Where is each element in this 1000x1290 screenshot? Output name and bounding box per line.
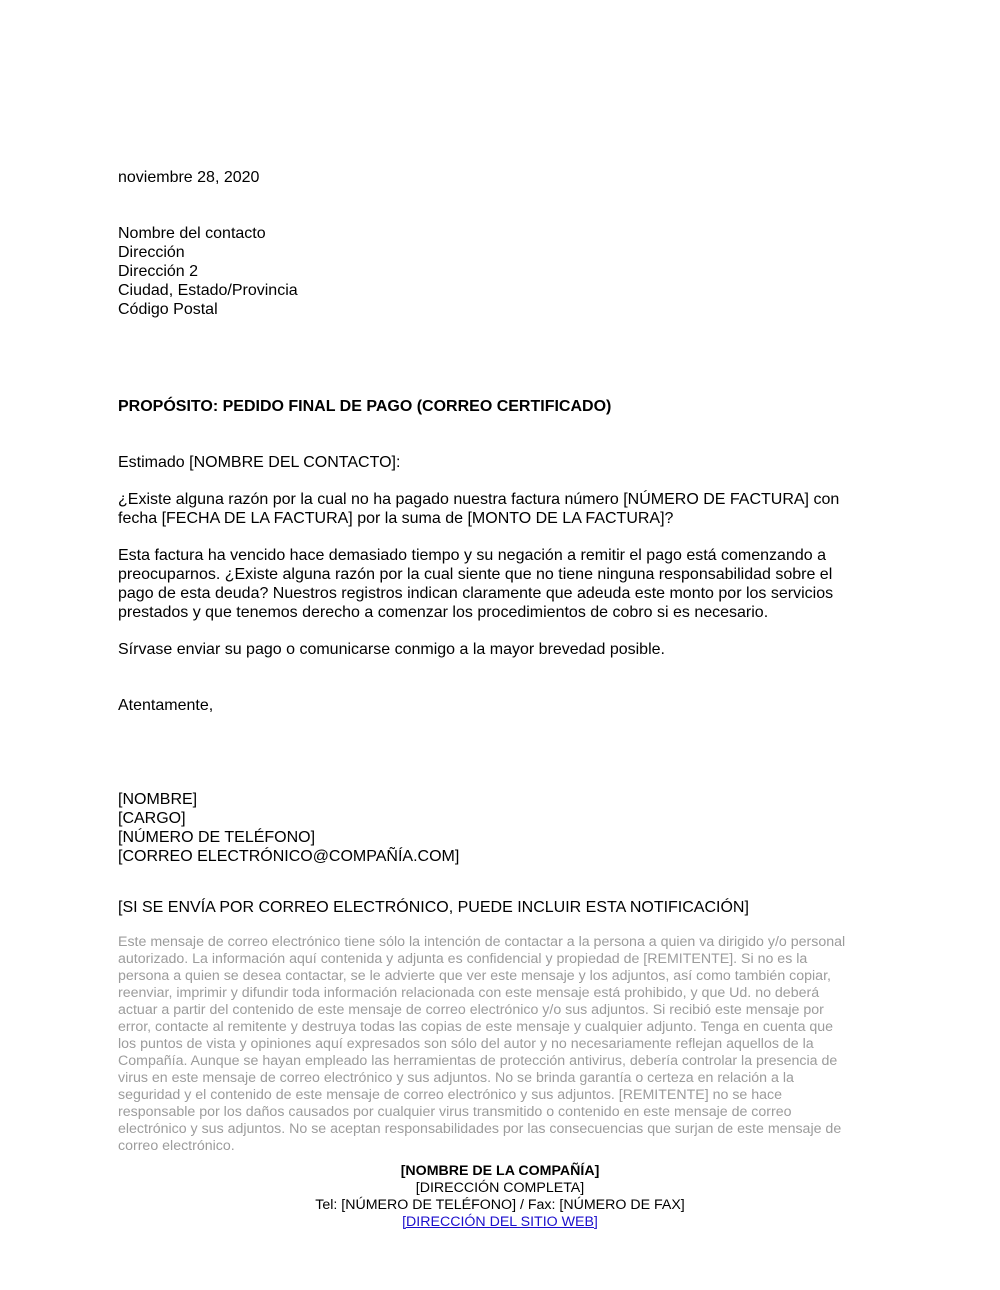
letter-salutation: Estimado [NOMBRE DEL CONTACTO]:: [118, 454, 401, 471]
company-footer: [0, 1163, 1000, 1231]
paragraph-line: Esta factura ha vencido hace demasiado tiempo y su negación a remitir el pago está comenzando a: [118, 547, 826, 564]
disclaimer-line: correo electrónico.: [118, 1138, 235, 1154]
letter-date: noviembre 28, 2020: [118, 169, 260, 186]
recipient-city-state: Ciudad, Estado/Provincia: [118, 282, 298, 299]
disclaimer-line: los puntos de vista y opiniones aquí expresados son sólo del autor y no necesariamente reflejan aquellos de la: [118, 1036, 814, 1052]
disclaimer-line: responsable por los daños causados por cualquier virus transmitido o contenido en este mensaje de correo: [118, 1104, 792, 1120]
recipient-address-line-2: Dirección 2: [118, 263, 199, 280]
footer-company-name: [NOMBRE DE LA COMPAÑÍA]: [400, 1163, 600, 1179]
email-disclaimer: [118, 934, 878, 1155]
signature-phone: [NÚMERO DE TELÉFONO]: [118, 829, 316, 846]
body-paragraph-2: [118, 546, 878, 622]
disclaimer-line: virus en este mensaje de correo electrónico y sus adjuntos. No se brinda garantía o certeza en relación a la: [118, 1070, 794, 1086]
disclaimer-line: autorizado. La información aquí contenida y adjunta es confidencial y propiedad de [REMITENTE]. Si no es la: [118, 951, 808, 967]
paragraph-line: pago de esta deuda? Nuestros registros indican claramente que adeuda este monto por los servicios: [118, 585, 834, 602]
recipient-name: Nombre del contacto: [118, 225, 266, 242]
letter-subject: PROPÓSITO: PEDIDO FINAL DE PAGO (CORREO CERTIFICADO): [118, 398, 612, 415]
disclaimer-line: electrónico y sus adjuntos. No se aceptan responsabilidades por las consecuencias que surjan de este mensaje de: [118, 1121, 842, 1137]
body-paragraph-1: [118, 490, 878, 528]
paragraph-line: preocuparnos. ¿Existe alguna razón por la cual siente que no tiene ninguna responsabilidad sobre el: [118, 566, 833, 583]
paragraph-line: ¿Existe alguna razón por la cual no ha pagado nuestra factura número [NÚMERO DE FACTURA] con: [118, 491, 840, 508]
disclaimer-line: reenviar, imprimir y difundir toda información relacionada con este mensaje está prohibido, y que Ud. no deberá: [118, 985, 820, 1001]
disclaimer-line: persona a quien se desea contactar, se le advierte que ver este mensaje y los adjuntos, así como también copiar,: [118, 968, 831, 984]
paragraph-line: fecha [FECHA DE LA FACTURA] por la suma de [MONTO DE LA FACTURA]?: [118, 510, 674, 527]
signature-title: [CARGO]: [118, 810, 186, 827]
disclaimer-line: error, contacte al remitente y destruya todas las copias de este mensaje y cualquier adjunto. Tenga en cuenta que: [118, 1019, 834, 1035]
footer-phone-fax: Tel: [NÚMERO DE TELÉFONO] / Fax: [NÚMERO DE FAX]: [315, 1197, 685, 1213]
email-notice-heading: [SI SE ENVÍA POR CORREO ELECTRÓNICO, PUEDE INCLUIR ESTA NOTIFICACIÓN]: [118, 899, 749, 916]
disclaimer-line: actuar a partir del contenido de este mensaje de correo electrónico y/o sus adjuntos. Si recibió este mensaje por: [118, 1002, 824, 1018]
signature-name: [NOMBRE]: [118, 791, 198, 808]
footer-address: [DIRECCIÓN COMPLETA]: [415, 1180, 585, 1196]
disclaimer-line: Este mensaje de correo electrónico tiene sólo la intención de contactar a la persona a quien va dirigido y/o personal: [118, 934, 846, 950]
recipient-address: [118, 224, 878, 319]
body-paragraph-3: Sírvase enviar su pago o comunicarse conmigo a la mayor brevedad posible.: [118, 641, 665, 658]
recipient-postal-code: Código Postal: [118, 301, 218, 318]
signature-email: [CORREO ELECTRÓNICO@COMPAÑÍA.COM]: [118, 848, 460, 865]
paragraph-line: prestados y que tenemos derecho a comenzar los procedimientos de cobro si es necesario.: [118, 604, 769, 621]
disclaimer-line: Compañía. Aunque se hayan empleado las herramientas de protección antivirus, debería controlar la presencia de: [118, 1053, 838, 1069]
recipient-address-line-1: Dirección: [118, 244, 185, 261]
footer-website-link[interactable]: [DIRECCIÓN DEL SITIO WEB]: [402, 1214, 598, 1230]
signature-block: [118, 790, 878, 866]
disclaimer-line: seguridad y el contenido de este mensaje de correo electrónico y sus adjuntos. [REMITENTE] no se hace: [118, 1087, 783, 1103]
letter-closing: Atentamente,: [118, 697, 214, 714]
